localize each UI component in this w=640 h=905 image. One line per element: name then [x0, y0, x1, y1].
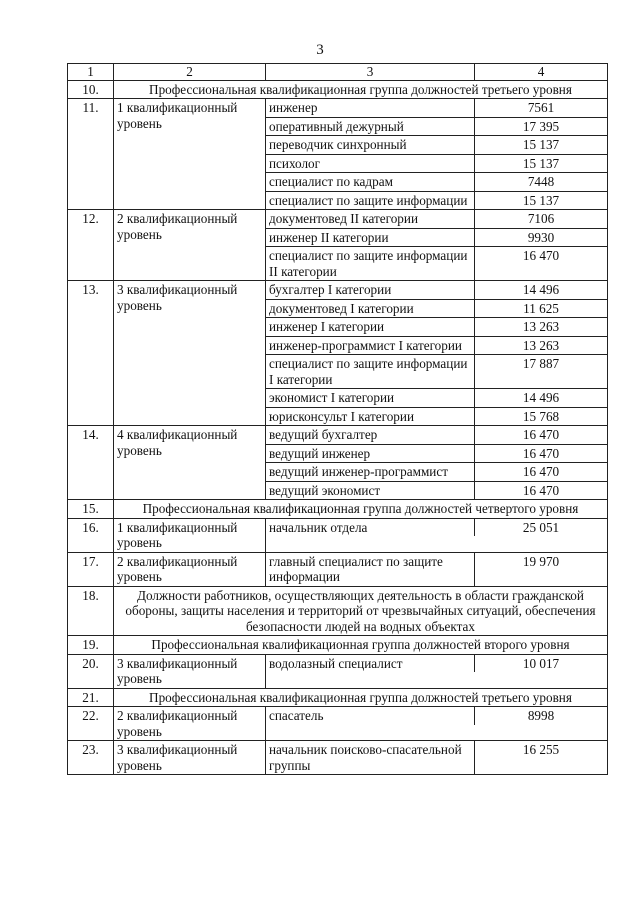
section-title: Профессиональная квалификационная группа должностей второго уровня	[114, 636, 608, 655]
salary-value: 16 470	[522, 248, 560, 263]
position-title: спасатель	[266, 707, 475, 725]
position-row	[266, 354, 607, 388]
position-row	[266, 707, 607, 725]
qualification-level: 4 квалификационный уровень	[114, 426, 266, 500]
position-row	[266, 444, 607, 463]
salary-value: 25 051	[522, 519, 560, 535]
row-number: 13.	[68, 281, 114, 426]
position-row	[266, 99, 607, 117]
group-row	[68, 552, 608, 586]
row-number: 20.	[68, 654, 114, 688]
salary-value: 16 470	[522, 482, 560, 498]
position-row	[266, 281, 607, 299]
section-row	[68, 688, 608, 707]
position-row	[266, 655, 607, 673]
row-number: 21.	[68, 688, 114, 707]
position-title: экономист I категории	[266, 389, 475, 407]
position-row	[266, 172, 607, 191]
salary-table	[67, 63, 608, 775]
group-row	[68, 741, 608, 775]
position-title: бухгалтер I категории	[266, 281, 475, 299]
position-title: ведущий экономист	[266, 482, 475, 500]
position-title: документовед I категории	[266, 300, 475, 318]
row-number: 22.	[68, 707, 114, 741]
position-title: специалист по защите информации I категории	[266, 355, 475, 388]
column-header: 3	[266, 64, 475, 81]
group-row	[68, 426, 608, 500]
group-row	[68, 99, 608, 210]
row-number: 10.	[68, 80, 114, 99]
section-row	[68, 636, 608, 655]
position-row	[266, 317, 607, 336]
positions-cell	[266, 654, 608, 688]
salary-value: 10 017	[522, 655, 560, 671]
salary-value: 7106	[527, 211, 555, 226]
header-row	[68, 64, 608, 81]
salary-value: 16 255	[522, 742, 560, 757]
position-row	[266, 246, 607, 280]
position-row	[266, 519, 607, 537]
position-title: инженер-программист I категории	[266, 337, 475, 355]
salary-value: 15 137	[522, 155, 560, 171]
section-title: Профессиональная квалификационная группа должностей третьего уровня	[114, 80, 608, 99]
qualification-level: 3 квалификационный уровень	[114, 654, 266, 688]
positions-cell	[266, 281, 608, 426]
section-row	[68, 586, 608, 636]
qualification-level: 1 квалификационный уровень	[114, 518, 266, 552]
positions-cell	[266, 426, 608, 500]
position-title: переводчик синхронный	[266, 136, 475, 154]
salary-value: 16 470	[522, 445, 560, 461]
position-row	[266, 299, 607, 318]
salary-value: 17 395	[522, 118, 560, 134]
column-header: 4	[475, 64, 608, 81]
salary-value: 7448	[527, 174, 555, 189]
positions-cell	[266, 210, 608, 281]
qualification-level: 2 квалификационный уровень	[114, 707, 266, 741]
salary-value: 14 496	[522, 282, 560, 297]
salary-value: 15 137	[522, 192, 560, 208]
position-title: начальник отдела	[266, 519, 475, 537]
salary-value: 14 496	[522, 390, 560, 405]
position-title: психолог	[266, 155, 475, 173]
position-title: начальник поисково-спасательной группы	[266, 741, 475, 774]
position-row	[266, 191, 607, 210]
row-number: 18.	[68, 586, 114, 636]
position-title: водолазный специалист	[266, 655, 475, 673]
qualification-level: 3 квалификационный уровень	[114, 281, 266, 426]
salary-value: 15 768	[522, 408, 560, 424]
salary-value: 13 263	[522, 319, 560, 334]
group-row	[68, 518, 608, 552]
section-title: Профессиональная квалификационная группа должностей третьего уровня	[114, 688, 608, 707]
position-title: ведущий инженер	[266, 445, 475, 463]
position-row	[266, 228, 607, 247]
position-title: специалист по защите информации II категории	[266, 247, 475, 280]
salary-value: 15 137	[522, 137, 560, 152]
position-title: специалист по защите информации	[266, 192, 475, 210]
position-title: ведущий бухгалтер	[266, 426, 475, 444]
position-row	[266, 336, 607, 355]
qualification-level: 3 квалификационный уровень	[114, 741, 266, 775]
column-header: 2	[114, 64, 266, 81]
positions-cell	[266, 99, 608, 210]
group-row	[68, 210, 608, 281]
position-title: оперативный дежурный	[266, 118, 475, 136]
position-title: юрисконсульт I категории	[266, 408, 475, 426]
group-row	[68, 281, 608, 426]
positions-cell	[266, 552, 608, 586]
position-row	[266, 462, 607, 481]
row-number: 11.	[68, 99, 114, 210]
salary-value: 16 470	[522, 427, 560, 442]
position-title: инженер I категории	[266, 318, 475, 336]
group-row	[68, 654, 608, 688]
section-title: Профессиональная квалификационная группа должностей четвертого уровня	[114, 500, 608, 519]
salary-value: 13 263	[522, 337, 560, 353]
section-title: Должности работников, осуществляющих деятельность в области гражданской обороны, защиты населения и территорий от чрезвычайных ситуаций, обеспечения безопасности людей на водных объектах	[114, 586, 608, 636]
position-row	[266, 407, 607, 426]
salary-value: 17 887	[522, 356, 560, 371]
section-row	[68, 80, 608, 99]
qualification-level: 2 квалификационный уровень	[114, 552, 266, 586]
row-number: 17.	[68, 552, 114, 586]
section-row	[68, 500, 608, 519]
salary-value: 11 625	[523, 300, 559, 316]
positions-cell	[266, 518, 608, 552]
salary-value: 8998	[527, 708, 555, 723]
group-row	[68, 707, 608, 741]
position-row	[266, 117, 607, 136]
salary-value: 19 970	[522, 553, 560, 569]
salary-value: 7561	[527, 100, 555, 115]
position-row	[266, 135, 607, 154]
qualification-level: 1 квалификационный уровень	[114, 99, 266, 210]
row-number: 19.	[68, 636, 114, 655]
column-header: 1	[68, 64, 114, 81]
qualification-level: 2 квалификационный уровень	[114, 210, 266, 281]
position-row	[266, 426, 607, 444]
row-number: 23.	[68, 741, 114, 775]
positions-cell	[266, 741, 608, 775]
position-title: документовед II категории	[266, 210, 475, 228]
position-title: главный специалист по защите информации	[266, 553, 475, 586]
position-title: инженер II категории	[266, 229, 475, 247]
position-row	[266, 154, 607, 173]
position-row	[266, 210, 607, 228]
row-number: 12.	[68, 210, 114, 281]
positions-cell	[266, 707, 608, 741]
row-number: 14.	[68, 426, 114, 500]
position-title: инженер	[266, 99, 475, 117]
position-row	[266, 741, 607, 774]
row-number: 16.	[68, 518, 114, 552]
position-title: специалист по кадрам	[266, 173, 475, 191]
position-row	[266, 481, 607, 500]
salary-value: 9930	[527, 229, 555, 245]
position-row	[266, 388, 607, 407]
salary-value: 16 470	[522, 464, 560, 479]
position-title: ведущий инженер-программист	[266, 463, 475, 481]
row-number: 15.	[68, 500, 114, 519]
page-number: 3	[316, 42, 324, 58]
position-row	[266, 553, 607, 586]
